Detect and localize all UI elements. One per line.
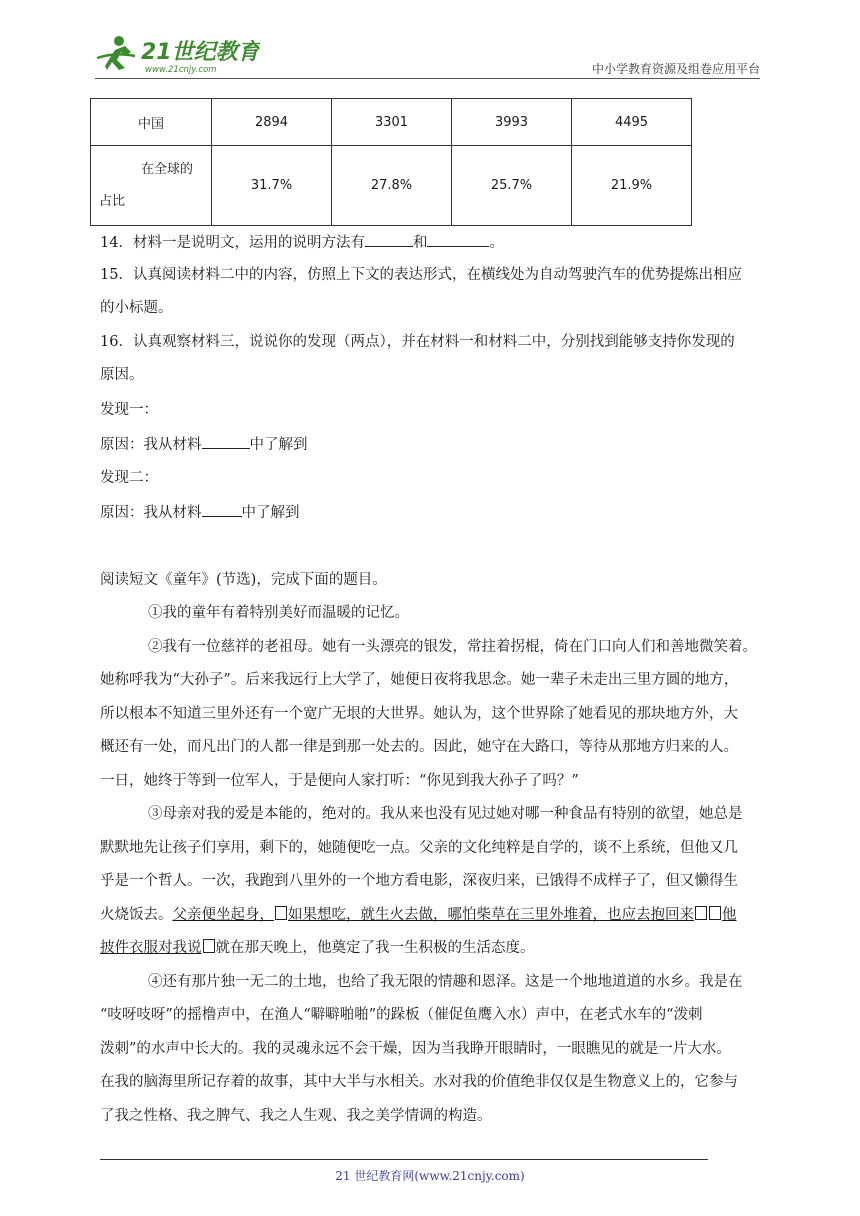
- table-cell: 31.7%: [212, 146, 332, 226]
- answer-blank[interactable]: [427, 232, 489, 247]
- passage-line: 在我的脑海里所记存着的故事，其中大半与水相关。水对我的价值绝非仅仅是生物意义上的，它参与: [100, 1074, 738, 1090]
- table-cell: 2894: [212, 99, 332, 146]
- blank-box[interactable]: [695, 906, 707, 920]
- blank-box[interactable]: [709, 906, 721, 920]
- page-footer: 21 世纪教育网(www.21cnjy.com): [335, 1169, 525, 1183]
- page-header: [95, 30, 760, 80]
- question-16: 16．认真观察材料三，说说你的发现（两点），并在材料一和材料二中，分别找到能够支持你发现的: [100, 334, 735, 350]
- passage: [100, 603, 765, 1139]
- blank-box[interactable]: [275, 906, 287, 920]
- table-row: [91, 146, 692, 226]
- passage-line: ④还有那片独一无二的土地，也给了我无限的情趣和恩泽。这是一个地地道道的水乡。我是在: [148, 973, 743, 990]
- passage-line: 她称呼我为“大孙子”。后来我远行上大学了，她便日夜将我思念。她一辈子未走出三里方圆的地方，: [100, 672, 739, 688]
- passage-line: 火烧饭去。父亲便坐起身， 如果想吃，就生火去做，哪怕柴草在三里外堆着，也应去抱回来 他: [100, 906, 737, 923]
- passage-line: 所以根本不知道三里外还有一个宽广无垠的大世界。她认为，这个世界除了她看见的那块地方外，大: [100, 705, 738, 722]
- table-row-label: [91, 146, 212, 226]
- table-row: [91, 99, 692, 146]
- answer-blank[interactable]: [202, 502, 242, 517]
- row-label-line: 在全球的: [141, 161, 194, 177]
- passage-line: ①我的童年有着特别美好而温暖的记忆。: [148, 605, 409, 621]
- underlined-sentence: 父亲便坐起身， 如果想吃，就生火去做，哪怕柴草在三里外堆着，也应去抱回来 他: [172, 906, 737, 923]
- table-cell: 3301: [332, 99, 452, 146]
- table-cell: 21.9%: [572, 146, 692, 226]
- svg-text:21世纪教育: 21世纪教育: [141, 40, 260, 65]
- passage-line: 乎是一个哲人。一次，我跑到八里外的一个地方看电影，深夜归来，已饿得不成样子了，但又懒得生: [100, 873, 738, 889]
- answer-blank[interactable]: [365, 232, 413, 247]
- data-table: [90, 98, 692, 226]
- question-15-cont: 的小标题。: [100, 300, 173, 316]
- blank-box[interactable]: [203, 939, 215, 953]
- footer-divider: [100, 1159, 708, 1160]
- passage-line: 概还有一处，而凡出门的人都一律是到那一处去的。因此，她守在大路口，等待从那地方归来的人。: [100, 739, 738, 755]
- svg-text:www.21cnjy.com: www.21cnjy.com: [145, 65, 217, 75]
- question-14: 14．材料一是说明文，运用的说明方法有 和 。: [100, 232, 504, 253]
- header-divider: [95, 78, 760, 79]
- passage-line: “吱呀吱呀”的摇橹声中，在渔人“噼噼啪啪”的跺板（催促鱼鹰入水）声中，在老式水车的“泼刺: [100, 1007, 703, 1023]
- logo-icon: [95, 32, 260, 76]
- row-label-line: 占比: [99, 193, 126, 209]
- table-cell: 中国: [91, 99, 212, 146]
- passage-line: 泼刺”的水声中长大的。我的灵魂永远不会干燥，因为当我睁开眼睛时，一眼瞧见的就是一片大水。: [100, 1040, 731, 1057]
- table-cell: 4495: [572, 99, 692, 146]
- passage-line: 默默地先让孩子们享用，剩下的，她随便吃一点。父亲的文化纯粹是自学的，谈不上系统，但他又几: [100, 839, 738, 856]
- reading-intro: 阅读短文《童年》(节选)，完成下面的题目。: [100, 572, 387, 588]
- passage-line: 披件衣服对我说 就在那天晚上，他奠定了我一生积极的生活态度。: [100, 940, 535, 956]
- passage-line: 了我之性格、我之脾气、我之人生观、我之美学情调的构造。: [100, 1107, 492, 1124]
- reason-one: 原因：我从材料 中了解到: [100, 434, 308, 455]
- passage-line: ③母亲对我的爱是本能的，绝对的。我从来也没有见过她对哪一种食品有特别的欲望，她总是: [148, 806, 743, 822]
- table-cell: 27.8%: [332, 146, 452, 226]
- reason-two: 原因：我从材料 中了解到: [100, 502, 300, 523]
- finding-one-label: 发现一：: [100, 402, 158, 418]
- question-15: 15．认真阅读材料二中的内容，仿照上下文的表达形式，在横线处为自动驾驶汽车的优势提炼出相应: [100, 267, 742, 283]
- passage-line: ②我有一位慈祥的老祖母。她有一头漂亮的银发，常拄着拐棍，倚在门口向人们和善地微笑着。: [148, 638, 757, 655]
- underlined-sentence: 披件衣服对我说: [100, 940, 202, 956]
- question-16-cont: 原因。: [100, 367, 144, 383]
- table-cell: 3993: [452, 99, 572, 146]
- passage-line: 一日，她终于等到一位军人，于是便向人家打听：“你见到我大孙子了吗？”: [100, 772, 579, 789]
- table-cell: 25.7%: [452, 146, 572, 226]
- platform-name: 中小学教育资源及组卷应用平台: [591, 62, 760, 76]
- finding-two-label: 发现二：: [100, 470, 158, 486]
- answer-blank[interactable]: [202, 434, 250, 449]
